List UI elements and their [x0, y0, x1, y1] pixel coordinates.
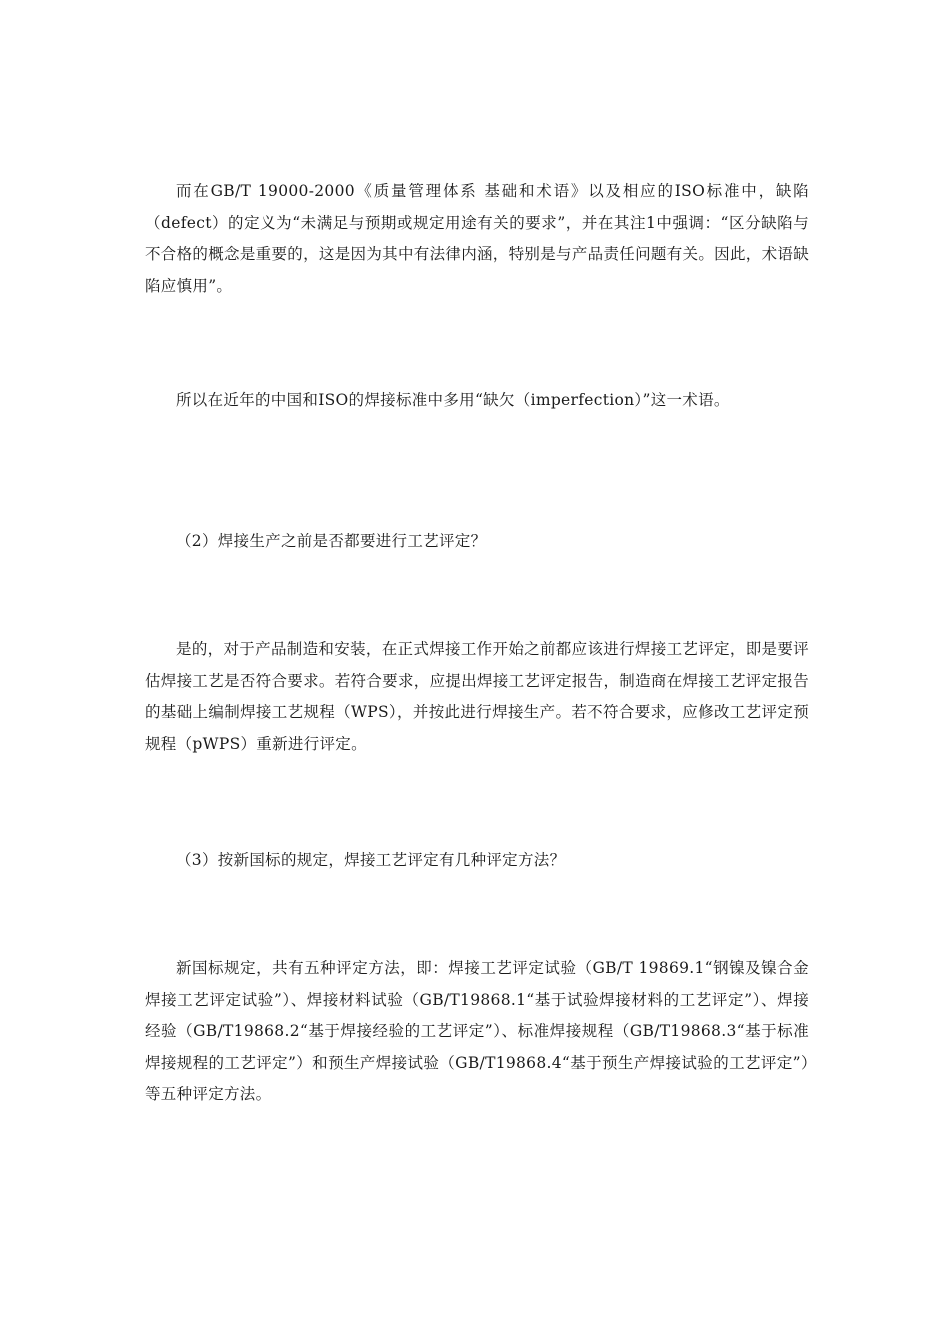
- question-3-heading: （3）按新国标的规定，焊接工艺评定有几种评定方法？: [176, 851, 566, 869]
- answer-2-paragraph: 是的，对于产品制造和安装，在正式焊接工作开始之前都应该进行焊接工艺评定，即是要评估焊接工艺是否符合要求。若符合要求，应提出焊接工艺评定报告，制造商在焊接工艺评定报告的基础上编制焊接工艺规程（WPS），并按此进行焊接生产。若不符合要求，应修改工艺评定预规程（pWPS）重新进行评定。: [145, 640, 809, 753]
- question-2-heading: （2）焊接生产之前是否都要进行工艺评定？: [176, 532, 487, 550]
- answer-3-paragraph: 新国标规定，共有五种评定方法，即：焊接工艺评定试验（GB/T 19869.1“钢镍及镍合金焊接工艺评定试验”）、焊接材料试验（GB/T19868.1“基于试验焊接材料的工艺评定”）、焊接经验（GB/T19868.2“基于焊接经验的工艺评定”）、标准焊接规程（GB/T19868.3“基于标准焊接规程的工艺评定”）和预生产焊接试验（GB/T19868.4“基于预生产焊接试验的工艺评定”）等五种评定方法。: [145, 959, 809, 1103]
- paragraph-defect-definition: 而在GB/T 19000-2000《质量管理体系 基础和术语》以及相应的ISO标准中，缺陷（defect）的定义为“未满足与预期或规定用途有关的要求”，并在其注1中强调：“区分缺陷与不合格的概念是重要的，这是因为其中有法律内涵，特别是与产品责任问题有关。因此，术语缺陷应慎用”。: [145, 182, 809, 295]
- paragraph-imperfection-term: 所以在近年的中国和ISO的焊接标准中多用“缺欠（imperfection）”这一术语。: [176, 391, 730, 409]
